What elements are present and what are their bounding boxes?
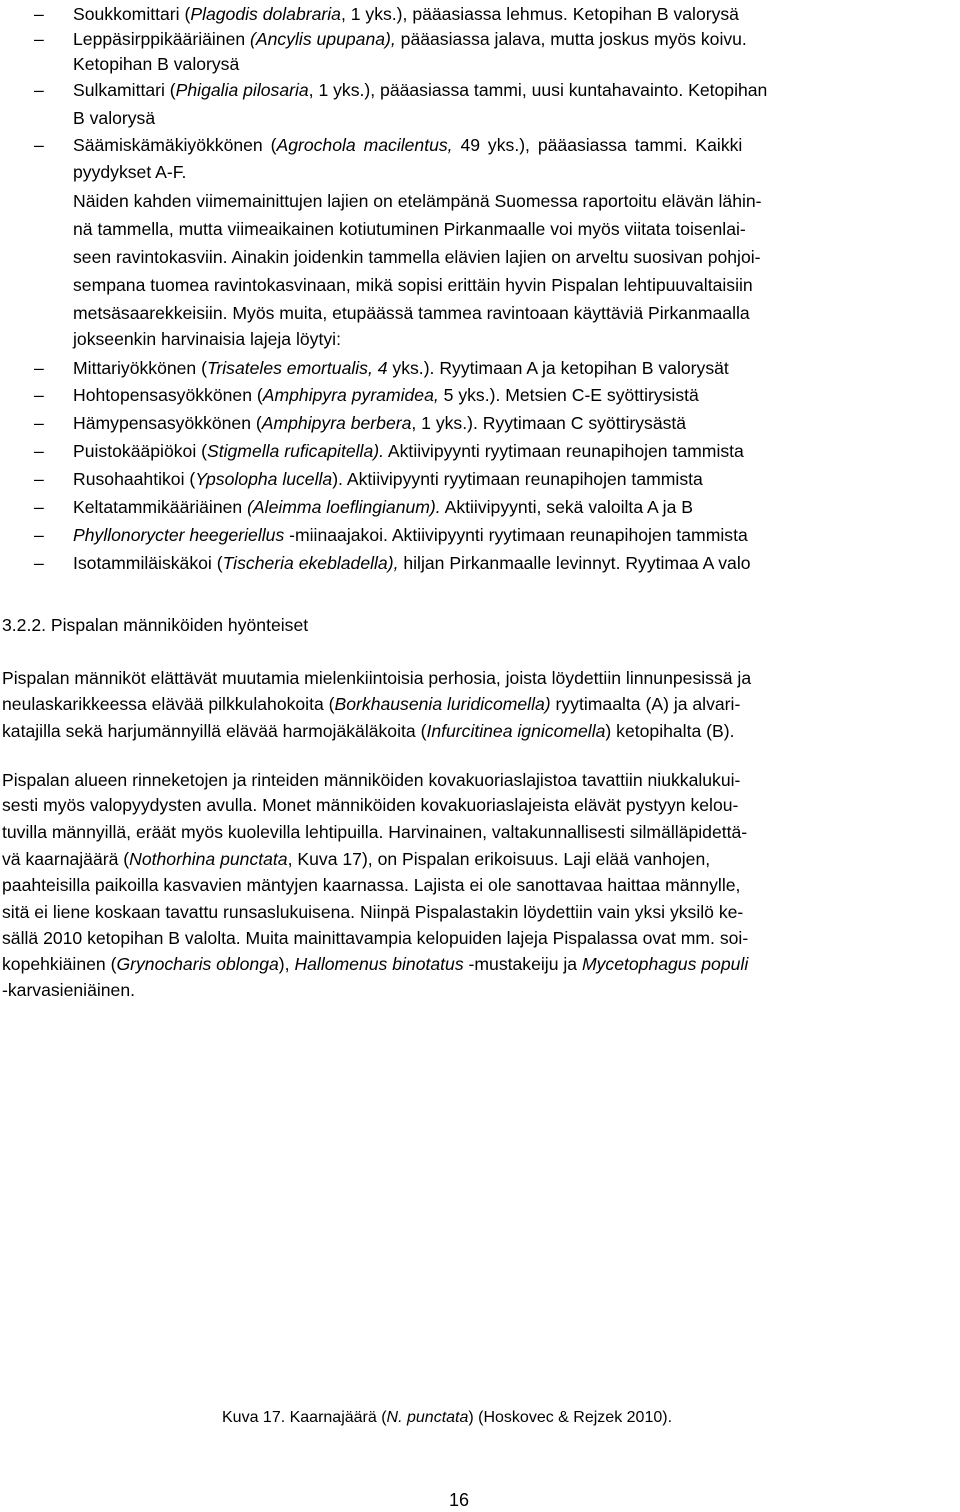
text-line: paahteisilla paikoilla kasvavien mäntyjen kaarnassa. Lajista ei ole sanottavaa haittaa männylle, — [2, 875, 741, 895]
figure-caption: Kuva 17. Kaarnajäärä (N. punctata) (Hoskovec & Rejzek 2010). — [222, 1409, 673, 1426]
text-line: Näiden kahden viimemainittujen lajien on etelämpänä Suomessa raportoitu elävän lähin- — [73, 191, 762, 211]
text-line: vä kaarnajäärä (Nothorhina punctata, Kuva 17), on Pispalan erikoisuus. Laji elää vanhojen, — [2, 849, 711, 869]
dash-bullet: – — [34, 469, 44, 489]
dash-bullet: – — [34, 385, 44, 405]
dash-bullet: – — [34, 4, 44, 24]
dash-bullet: – — [34, 358, 44, 378]
dash-bullet: – — [34, 553, 44, 573]
dash-bullet: – — [34, 135, 44, 155]
dash-bullet: – — [34, 80, 44, 100]
document-page: – Soukkomittari (Plagodis dolabraria, 1 yks.), pääasiassa lehmus. Ketopihan B valorysä – Leppäsirppikääriäinen (Ancylis upupana), pääasiassa jalava, mutta joskus myös koivu. Ketopihan B valorysä – Sulkamittari (Phigalia pilosaria, 1 yks.), pääasiassa tammi, uusi kuntahavainto. Ketopihan B valorysä – Säämiskämäkiyökkönen (Agrochola macilentus, 49 yks.), pääasiassa tammi. Kaikki pyydykset A-F. Näiden kahden viimemainittujen lajien on etelämpänä Suomessa raportoitu elävän lähin- nä tammella, mutta viimeaikainen kotiutuminen Pirkanmaalle voi myös viitata toisenlai- seen ravintokasviin. Ainakin joidenkin tammella elävien lajien on arveltu suosivan pohjoi- sempana tuomea ravintokasvinaan, mikä sopisi erittäin hyvin Pispalan lehtipuuvaltaisiin metsäsaarekkeisiin. Myös muita, etupäässä tammea ravintoaan käyttäviä Pirkanmaalla jokseenkin harvinaisia lajeja löytyi: – Mittariyökkönen (Trisateles emortualis, 4 yks.). Ryytimaan A ja ketopihan B valorysät – Hohtopensasyökkönen (Amphipyra pyramidea, 5 yks.). Metsien C-E syöttirysistä – Hämypensasyökkönen (Amphipyra berbera, 1 yks.). Ryytimaan C syöttirysästä – Puistokääpiökoi (Stigmella ruficapitella). Aktiivipyynti ryytimaan reunapihojen tammista – Rusohaahtikoi (Ypsolopha lucella). Aktiivipyynti ryytimaan reunapihojen tammista – Keltatammikääriäinen (Aleimma loeflingianum). Aktiivipyynti, sekä valoilta A ja B – Phyllonorycter heegeriellus -miinaajakoi. Aktiivipyynti ryytimaan reunapihojen tammista – Isotammiläiskäkoi (Tischeria ekebladella), hiljan Pirkanmaalle levinnyt. Ryytimaa A valo 3.2.2. Pispalan männiköiden hyönteiset Pispalan männiköt elättävät muutamia mielenkiintoisia perhosia, joista löydettiin linnunpesissä ja neulaskarikkeessa elävää pilkkulahokoita (Borkhausenia luridicomella) ryytimaalta (A) ja alvari- katajilla sekä harjumännyillä elävää harmojäkäläkoita (Infurcitinea ignicomella) ketopihalta (B). Pispalan alueen rinneketojen ja rinteiden männiköiden kovakuoriaslajistoa tavattiin niukkalukui- sesti myös valopyydysten avulla. Monet männiköiden kovakuoriaslajeista elävät pystyyn kelou- tuvilla männyillä, eräät myös kuolevilla lehtipuilla. Harvinainen, valtakunnallisesti silmälläpidettä- vä kaarnajäärä (Nothorhina punctata, Kuva 17), on Pispalan erikoisuus. Laji elää vanhojen, paahteisilla paikoilla kasvavien mäntyjen kaarnassa. Lajista ei ole sanottavaa haittaa männylle, sitä ei liene koskaan tavattu runsaslukuisena. Niinpä Pispalastakin löydettiin vain yksi yksilö ke- sällä 2010 ketopihan B valolta. Muita mainittavampia kelopuiden lajeja Pispalassa ovat mm. soi- kopehkiäinen (Grynocharis oblonga), Hallomenus binotatus -mustakeiju ja Mycetophagus populi -karvasieniäinen. Kuva 17. Kaarnajäärä (N. punctata) (Hoskovec & Rejzek 2010). 16 — [0, 0, 960, 1510]
text-line: -karvasieniäinen. — [2, 980, 136, 1000]
dash-bullet: – — [34, 441, 44, 461]
text-line: nä tammella, mutta viimeaikainen kotiutuminen Pirkanmaalle voi myös viitata toisenlai- — [73, 219, 746, 239]
text-line: katajilla sekä harjumännyillä elävää harmojäkäläkoita (Infurcitinea ignicomella) ketopihalta (B). — [2, 721, 735, 741]
dash-bullet: – — [34, 29, 44, 49]
dash-bullet: – — [34, 413, 44, 433]
text-line: metsäsaarekkeisiin. Myös muita, etupäässä tammea ravintoaan käyttäviä Pirkanmaalla — [73, 303, 750, 323]
text-line: Pispalan alueen rinneketojen ja rinteiden männiköiden kovakuoriaslajistoa tavattiin niukkalukui- — [2, 770, 741, 790]
text-line: sesti myös valopyydysten avulla. Monet männiköiden kovakuoriaslajeista elävät pystyyn kelou- — [2, 795, 739, 815]
text-line: jokseenkin harvinaisia lajeja löytyi: — [73, 329, 341, 349]
text-line: Pispalan männiköt elättävät muutamia mielenkiintoisia perhosia, joista löydettiin linnunpesissä ja — [2, 668, 752, 688]
dash-bullet: – — [34, 525, 44, 545]
dash-bullet: – — [34, 497, 44, 517]
section-heading: 3.2.2. Pispalan männiköiden hyönteiset — [2, 615, 309, 635]
text-line: sällä 2010 ketopihan B valolta. Muita mainittavampia kelopuiden lajeja Pispalassa ovat mm. soi- — [2, 928, 749, 948]
text-line: tuvilla männyillä, eräät myös kuolevilla lehtipuilla. Harvinainen, valtakunnallisesti silmälläpidettä- — [2, 822, 748, 842]
page-number: 16 — [449, 1490, 470, 1510]
text-line: sitä ei liene koskaan tavattu runsaslukuisena. Niinpä Pispalastakin löydettiin vain yksi yksilö ke- — [2, 902, 744, 922]
text-line: seen ravintokasviin. Ainakin joidenkin tammella elävien lajien on arveltu suosivan pohjoi- — [73, 247, 761, 267]
text-line: kopehkiäinen (Grynocharis oblonga), Hallomenus binotatus -mustakeiju ja Mycetophagus populi — [2, 954, 749, 974]
text-line: neulaskarikkeessa elävää pilkkulahokoita (Borkhausenia luridicomella) ryytimaalta (A) ja alvari- — [2, 694, 741, 714]
text-line: sempana tuomea ravintokasvinaan, mikä sopisi erittäin hyvin Pispalan lehtipuuvaltaisiin — [73, 275, 753, 295]
